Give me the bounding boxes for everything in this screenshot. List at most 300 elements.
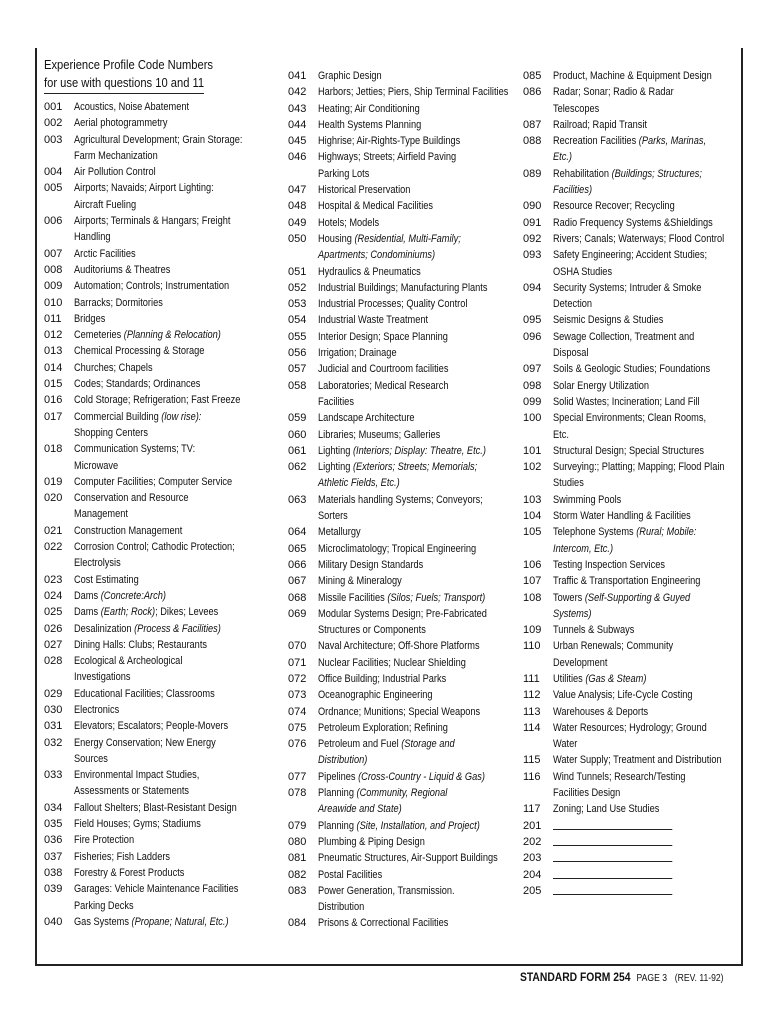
code-description: Zoning; Land Use Studies [553,803,660,816]
code-number: 204 [523,868,542,881]
code-description [553,818,704,834]
code-entry [288,541,513,557]
code-entry [44,441,259,474]
revision-label: (REV. 11-92) [674,973,724,984]
page-number: PAGE 3 [636,973,667,984]
blank-fill-line[interactable] [553,850,672,862]
code-description: Fire Protection [74,834,135,847]
code-description: Water Supply; Treatment and Distribution [553,754,722,767]
code-description: Ordnance; Munitions; Special Weapons [318,705,481,718]
code-description: Hydraulics & Pneumatics [318,265,421,278]
code-column-2 [288,68,513,932]
code-description: Urban Renewals; Community Development [553,640,674,669]
code-description [553,883,704,899]
code-description: Irrigation; Drainage [318,347,397,360]
code-entry [288,638,513,654]
code-number: 028 [44,655,63,668]
code-number: 045 [288,135,307,148]
code-description: Industrial Waste Treatment [318,314,429,327]
code-entry [44,278,259,294]
code-description: Fisheries; Fish Ladders [74,850,171,863]
code-entry [523,769,733,802]
code-description: Conservation and Resource Management [74,492,189,521]
code-entry [288,590,513,606]
code-description: Educational Facilities; Classrooms [74,687,215,700]
code-number: 046 [288,151,307,164]
code-description: Rivers; Canals; Waterways; Flood Control [553,232,725,245]
code-entry [523,410,733,443]
code-description: Desalinization (Process & Facilities) [74,622,221,635]
code-number: 040 [44,915,63,928]
code-number: 078 [288,787,307,800]
code-entry [523,247,733,280]
code-entry [523,867,733,883]
code-entry [44,115,259,131]
code-entry [288,834,513,850]
code-number: 006 [44,215,63,228]
code-number: 035 [44,818,63,831]
code-description: Traffic & Transportation Engineering [553,575,701,588]
code-entry [44,392,259,408]
code-entry [523,557,733,573]
code-number: 038 [44,866,63,879]
code-description: Resource Recover; Recycling [553,200,675,213]
code-description: Arctic Facilities [74,247,136,260]
code-number: 090 [523,200,542,213]
code-entry [44,881,259,914]
code-description: Safety Engineering; Accident Studies; OSHA Studies [553,249,708,278]
code-number: 094 [523,281,542,294]
code-number: 005 [44,182,63,195]
code-description: Wind Tunnels; Research/Testing Facilities Design [553,770,686,800]
code-entry [288,736,513,769]
code-number: 062 [288,461,307,474]
code-column-3 [523,68,733,899]
code-list-1 [44,99,259,930]
code-description: Testing Inspection Services [553,558,665,571]
code-description: Structural Design; Special Structures [553,444,704,457]
code-number: 027 [44,638,63,651]
code-number: 086 [523,86,542,99]
code-description: Field Houses; Gyms; Stadiums [74,818,201,831]
code-entry [288,883,513,916]
code-entry [523,573,733,589]
code-entry [523,215,733,231]
code-description: Environmental Impact Studies, Assessments or Statements [74,769,200,798]
code-number: 037 [44,850,63,863]
code-entry [44,849,259,865]
code-entry [44,832,259,848]
code-description: Construction Management [74,524,183,537]
code-entry [288,264,513,280]
code-entry [288,378,513,411]
code-number: 099 [523,395,542,408]
code-number: 013 [44,345,63,358]
code-description: Airports; Navaids; Airport Lighting: Aircraft Fueling [74,182,214,211]
code-description: Soils & Geologic Studies; Foundations [553,363,711,376]
code-entry [288,117,513,133]
code-description: Bridges [74,312,106,325]
code-entry [44,376,259,392]
code-entry [44,816,259,832]
code-number: 014 [44,361,63,374]
code-number: 039 [44,883,63,896]
code-number: 103 [523,493,542,506]
code-description: Housing (Residential, Multi-Family; Apartments; Condominiums) [318,232,461,262]
code-entry [44,311,259,327]
code-description: Cold Storage; Refrigeration; Fast Freeze [74,394,241,407]
code-description: Historical Preservation [318,184,411,197]
code-entry [288,329,513,345]
code-entry [288,198,513,214]
code-entry [288,704,513,720]
code-description: Security Systems; Intruder & Smoke Detection [553,281,702,311]
code-description [553,867,704,883]
code-number: 084 [288,917,307,930]
code-number: 049 [288,216,307,229]
code-number: 065 [288,542,307,555]
code-entry [523,622,733,638]
code-description: Office Building; Industrial Parks [318,672,447,685]
code-entry [523,671,733,687]
code-description: Recreation Facilities (Parks, Marinas, Etc.) [553,135,707,164]
code-number: 106 [523,558,542,571]
code-entry [44,262,259,278]
code-description: Automation; Controls; Instrumentation [74,280,230,293]
code-number: 112 [523,689,541,702]
code-description: Libraries; Museums; Galleries [318,428,441,441]
code-number: 082 [288,868,307,881]
code-number: 030 [44,703,63,716]
code-entry [523,84,733,117]
code-entry [523,704,733,720]
code-description: Agricultural Development; Grain Storage: Farm Mechanization [74,133,243,162]
code-number: 080 [288,835,307,848]
code-number: 102 [523,461,542,474]
code-description: Air Pollution Control [74,166,156,179]
code-description [553,834,704,850]
code-description: Cemeteries (Planning & Relocation) [74,329,221,342]
code-description: Sewage Collection, Treatment and Disposal [553,330,695,360]
code-entry [44,164,259,180]
code-entry [288,573,513,589]
code-description [553,850,704,866]
code-entry [44,702,259,718]
code-entry [44,327,259,343]
code-entry [523,312,733,328]
code-number: 205 [523,884,542,897]
code-entry [523,687,733,703]
code-description: Radio Frequency Systems &Shieldings [553,216,713,229]
code-column-1 [44,56,259,930]
code-number: 011 [44,312,62,325]
code-description: Commercial Building (low rise): Shopping Centers [74,410,202,439]
code-entry [523,198,733,214]
code-entry [44,409,259,442]
code-entry [44,686,259,702]
code-number: 087 [523,118,542,131]
code-entry [288,149,513,182]
code-description: Oceanographic Engineering [318,689,433,702]
code-number: 108 [523,591,542,604]
code-description: Dams (Earth; Rock); Dikes; Levees [74,606,219,619]
code-description: Hotels; Models [318,216,380,229]
code-number: 002 [44,117,63,130]
code-entry [288,84,513,100]
code-description: Lighting (Exteriors; Streets; Memorials; Athletic Fields, Etc.) [318,461,478,490]
code-entry [523,329,733,362]
code-description: Forestry & Forest Products [74,866,185,879]
code-number: 001 [44,101,63,113]
code-number: 201 [523,819,542,832]
code-entry [523,720,733,753]
code-number: 063 [288,493,307,506]
code-number: 068 [288,591,307,604]
code-number: 019 [44,475,63,488]
code-number: 033 [44,769,63,782]
code-number: 022 [44,541,63,554]
code-entry [44,295,259,311]
code-description: Plumbing & Piping Design [318,835,425,848]
code-description: Value Analysis; Life-Cycle Costing [553,689,693,702]
code-description: Postal Facilities [318,868,383,881]
code-number: 061 [288,444,307,457]
code-entry [523,834,733,850]
code-entry [288,687,513,703]
code-description: Acoustics, Noise Abatement [74,101,190,113]
code-number: 203 [523,852,542,865]
code-entry [288,410,513,426]
code-number: 042 [288,86,307,99]
code-number: 041 [288,70,307,82]
code-number: 067 [288,575,307,588]
code-number: 113 [523,705,541,718]
code-number: 051 [288,265,307,278]
code-entry [523,117,733,133]
code-description: Computer Facilities; Computer Service [74,475,233,488]
code-description: Naval Architecture; Off-Shore Platforms [318,640,480,653]
code-entry [44,767,259,800]
code-number: 096 [523,330,542,343]
code-description: Radar; Sonar; Radio & Radar Telescopes [553,86,674,115]
code-entry [523,68,733,84]
code-entry [523,280,733,313]
code-description: Garages: Vehicle Maintenance Facilities Parking Decks [74,883,239,912]
code-description: Tunnels & Subways [553,624,635,637]
code-number: 008 [44,263,63,276]
code-description: Special Environments; Clean Rooms, Etc. [553,412,707,441]
code-entry [523,394,733,410]
code-number: 034 [44,801,63,814]
code-description: Interior Design; Space Planning [318,330,448,343]
code-list-3 [523,68,733,899]
page-heading [44,56,229,94]
code-description: Warehouses & Deports [553,705,649,718]
code-description: Fallout Shelters; Blast-Resistant Design [74,801,237,814]
code-entry [523,231,733,247]
code-number: 024 [44,589,63,602]
code-entry [288,524,513,540]
code-number: 071 [288,656,307,669]
code-entry [523,752,733,768]
code-entry [44,343,259,359]
code-number: 056 [288,347,307,360]
code-description: Airports; Terminals & Hangars; Freight Handling [74,215,231,244]
code-number: 003 [44,133,63,146]
code-entry [44,474,259,490]
code-description: Power Generation, Transmission. Distribution [318,884,455,914]
code-number: 057 [288,363,307,376]
code-entry [44,735,259,768]
code-description: Towers (Self-Supporting & Guyed Systems) [553,591,691,620]
code-number: 023 [44,573,63,586]
code-entry [44,653,259,686]
code-description: Industrial Processes; Quality Control [318,298,468,311]
form-name: STANDARD FORM 254 [520,970,631,984]
code-entry [288,720,513,736]
code-number: 104 [523,510,542,523]
code-entry [44,539,259,572]
code-number: 107 [523,575,542,588]
code-description: Seismic Designs & Studies [553,314,664,327]
code-entry [288,427,513,443]
code-entry [44,718,259,734]
code-number: 074 [288,705,307,718]
code-description: Mining & Mineralogy [318,575,402,588]
code-entry [44,180,259,213]
code-number: 004 [44,166,63,179]
code-description: Churches; Chapels [74,361,153,374]
code-description: Pneumatic Structures, Air-Support Buildings [318,852,498,865]
code-number: 020 [44,492,63,505]
code-number: 202 [523,835,542,848]
code-description: Solid Wastes; Incineration; Land Fill [553,395,700,408]
code-description: Petroleum Exploration; Refining [318,721,448,734]
code-entry [288,769,513,785]
code-entry [288,443,513,459]
code-description: Heating; Air Conditioning [318,102,420,115]
code-number: 117 [523,803,541,816]
code-number: 091 [523,216,542,229]
code-number: 055 [288,330,307,343]
code-description: Missile Facilities (Silos; Fuels; Transport) [318,591,486,604]
code-description: Laboratories; Medical Research Facilities [318,379,449,408]
code-entry [288,361,513,377]
code-number: 032 [44,736,63,749]
code-number: 110 [523,640,541,653]
code-number: 047 [288,184,307,197]
code-number: 097 [523,363,542,376]
code-entry [44,914,259,930]
code-description: Cost Estimating [74,573,139,586]
code-number: 081 [288,852,307,865]
code-entry [288,915,513,931]
code-entry [523,361,733,377]
code-number: 073 [288,689,307,702]
heading-line-1: Experience Profile Code Numbers [44,57,214,72]
code-description: Solar Energy Utilization [553,379,650,392]
code-number: 026 [44,622,63,635]
code-number: 095 [523,314,542,327]
blank-fill-line[interactable] [553,883,672,895]
code-entry [523,883,733,899]
code-number: 025 [44,606,63,619]
code-entry [523,850,733,866]
code-entry [523,801,733,817]
code-description: Judicial and Courtroom facilities [318,363,449,376]
code-entry [288,101,513,117]
code-description: Dining Halls: Clubs; Restaurants [74,638,208,651]
code-description: Health Systems Planning [318,118,422,131]
code-entry [288,655,513,671]
code-number: 098 [523,379,542,392]
code-description: Product, Machine & Equipment Design [553,70,712,82]
code-entry [288,133,513,149]
code-description: Metallurgy [318,526,361,539]
code-description: Energy Conservation; New Energy Sources [74,736,216,765]
code-description: Corrosion Control; Cathodic Protection; Electrolysis [74,541,235,570]
code-entry [523,133,733,166]
code-description: Codes; Standards; Ordinances [74,378,201,391]
code-number: 021 [44,524,63,537]
code-description: Electronics [74,703,120,716]
code-number: 111 [523,672,540,685]
code-number: 072 [288,672,307,685]
code-number: 060 [288,428,307,441]
code-description: Planning (Site, Installation, and Project) [318,819,480,832]
code-number: 079 [288,819,307,832]
code-description: Petroleum and Fuel (Storage and Distribution) [318,738,455,767]
code-entry [523,492,733,508]
code-description: Surveying:; Platting; Mapping; Flood Plain Studies [553,461,725,490]
code-description: Microclimatology; Tropical Engineering [318,542,477,555]
code-number: 066 [288,558,307,571]
code-description: Lighting (Interiors; Display: Theatre, Etc.) [318,444,486,457]
blank-fill-line[interactable] [553,867,672,879]
code-description: Landscape Architecture [318,412,415,425]
code-entry [523,166,733,199]
code-entry [288,215,513,231]
code-entry [288,818,513,834]
code-entry [44,604,259,620]
code-description: Modular Systems Design; Pre-Fabricated Structures or Components [318,607,487,637]
code-number: 064 [288,526,307,539]
code-description: Storm Water Handling & Facilities [553,510,691,523]
code-entry [288,850,513,866]
blank-fill-line[interactable] [553,834,672,846]
code-number: 101 [523,444,542,457]
code-entry [44,490,259,523]
code-description: Water Resources; Hydrology; Ground Water [553,721,707,751]
code-number: 050 [288,232,307,245]
code-description: Military Design Standards [318,558,424,571]
code-number: 114 [523,721,541,734]
code-entry [288,231,513,264]
code-description: Telephone Systems (Rural; Mobile: Intercom, Etc.) [553,526,697,555]
code-description: Highways; Streets; Airfield Paving Parking Lots [318,151,457,180]
code-entry [523,378,733,394]
code-entry [523,443,733,459]
blank-fill-line[interactable] [553,818,672,830]
code-number: 009 [44,280,63,293]
code-description: Elevators; Escalators; People-Movers [74,720,229,733]
code-number: 016 [44,394,63,407]
code-entry [288,785,513,818]
code-description: Barracks; Dormitories [74,296,163,309]
code-entry [44,246,259,262]
code-description: Harbors; Jetties; Piers, Ship Terminal Facilities [318,86,509,99]
code-number: 076 [288,738,307,751]
